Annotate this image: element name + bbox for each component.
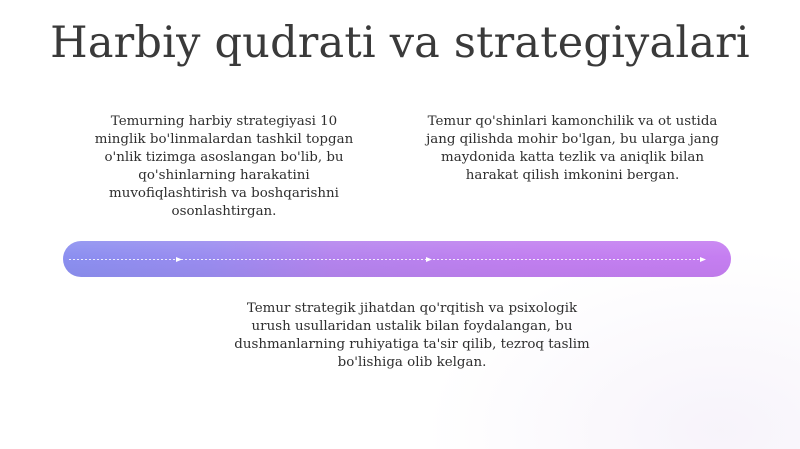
arrow-marker-2-icon (426, 257, 432, 262)
arrow-marker-1-icon (176, 257, 182, 262)
text-block-2: Temur qo'shinlari kamonchilik va ot ustida jang qilishda mohir bo'lgan, bu ularga jang maydonida katta tezlik va aniqlik bilan harakat qilish imkonini bergan. (426, 114, 719, 183)
timeline-arrow-line (63, 241, 731, 277)
text-block-3: Temur strategik jihatdan qo'rqitish va psixologik urush usullaridan ustalik bilan foydalangan, bu dushmanlarning ruhiyatiga ta'sir qilib, tezroq taslim bo'lishiga olib kelgan. (234, 301, 590, 370)
arrow-marker-3-icon (700, 257, 706, 262)
timeline-bar (63, 241, 731, 277)
text-block-1: Temurning harbiy strategiyasi 10 minglik bo'linmalardan tashkil topgan o'nlik tizimga asoslangan bo'lib, bu qo'shinlarning harakatini muvofiqlashtirish va boshqarishni osonlashtirgan. (94, 114, 354, 219)
slide-title: Harbiy qudrati va strategiyalari (50, 18, 750, 68)
